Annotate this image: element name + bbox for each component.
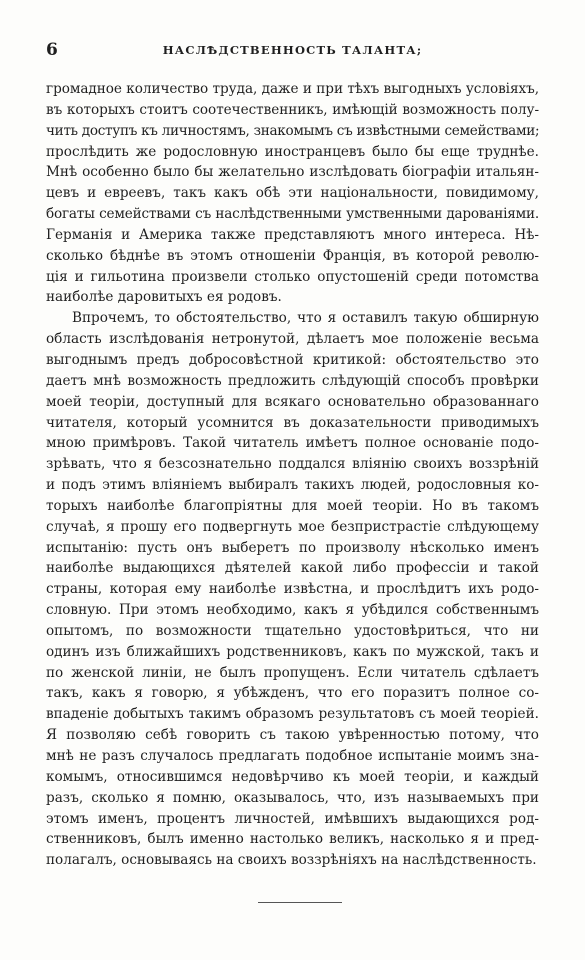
paragraph: [46, 308, 539, 871]
text-line: полагалъ, основываясь на своихъ воззрѣніяхъ на наслѣдственность.: [46, 852, 537, 869]
text-line: ственниковъ, былъ именно настолько великъ, насколько я и пред-: [46, 831, 539, 848]
paragraph: [46, 79, 539, 308]
text-line: словную. При этомъ необходимо, какъ я убѣдился собственнымъ: [46, 602, 539, 619]
text-line: Я позволяю себѣ говорить съ такою увѣренностью потому, что: [46, 727, 539, 744]
text-line: наиболѣе даровитыхъ ея родовъ.: [46, 289, 282, 306]
page-number: 6: [46, 40, 58, 60]
text-line: по женской линіи, не былъ пропущенъ. Если читатель сдѣлаетъ: [46, 664, 539, 681]
text-line: въ которыхъ стоитъ соотечественникъ, имѣющій возможность полу-: [46, 101, 539, 118]
text-line: мнѣ не разъ случалось предлагать подобное испытаніе моимъ зна-: [46, 748, 539, 764]
text-line: чить доступъ къ личностямъ, знакомымъ съ извѣстными семействами;: [46, 122, 540, 139]
text-line: одинъ изъ ближайшихъ родственниковъ, какъ по мужской, такъ и: [46, 643, 539, 660]
text-line: Германія и Америка также представляютъ много интереса. Нѣ-: [46, 226, 539, 243]
end-rule: [258, 902, 342, 903]
text-line: торыхъ наиболѣе благопріятны для моей теоріи. Но въ такомъ: [46, 497, 539, 514]
text-line: зрѣвать, что я безсознательно поддался вліянію своихъ воззрѣній: [46, 456, 539, 473]
text-line: моей теоріи, доступный для всякаго основательно образованнаго: [46, 393, 539, 410]
text-line: разъ, сколько я помню, оказывалось, что, изъ называемыхъ при: [46, 789, 539, 806]
text-line: Мнѣ особенно было бы желательно изслѣдовать біографіи итальян-: [46, 164, 539, 181]
text-line: громадное количество труда, даже и при тѣхъ выгодныхъ условіяхъ,: [46, 81, 539, 97]
text-line: и подъ этимъ вліяніемъ выбиралъ такихъ людей, родословныя ко-: [46, 477, 539, 494]
text-line: цевъ и евреевъ, такъ какъ обѣ эти національности, повидимому,: [46, 185, 539, 202]
body-text: [46, 79, 539, 871]
text-line: сколько бѣднѣе въ этомъ отношеніи Франція, въ которой револю-: [46, 247, 539, 264]
text-line: область изслѣдованія нетронутой, дѣлаетъ мое положеніе весьма: [46, 331, 539, 348]
running-head: [46, 40, 539, 62]
text-line: страны, которая ему наиболѣе извѣстна, и прослѣдитъ ихъ родо-: [46, 581, 539, 598]
text-line: опытомъ, по возможности тщательно удостовѣриться, что ни: [46, 622, 539, 639]
text-line: ція и гильотина произвели столько опустошеній среди потомства: [46, 268, 539, 285]
text-line: этомъ именъ, процентъ личностей, имѣвшихъ выдающихся род-: [46, 810, 539, 827]
text-line: Впрочемъ, то обстоятельство, что я оставилъ такую обширную: [72, 310, 539, 327]
text-line: случаѣ, я прошу его подвергнуть мое безпристрастіе слѣдующему: [46, 518, 539, 535]
text-line: даетъ мнѣ возможность предложить слѣдующій способъ провѣрки: [46, 372, 539, 389]
text-line: такъ, какъ я говорю, я убѣжденъ, что его поразитъ полное со-: [46, 685, 539, 702]
page-header-title: НАСЛѢДСТВЕННОСТЬ ТАЛАНТА;: [162, 43, 423, 57]
text-line: богаты семействами съ наслѣдственными умственными дарованіями.: [46, 206, 539, 223]
text-line: мною примѣровъ. Такой читатель имѣетъ полное основаніе подо-: [46, 435, 539, 452]
text-line: читателя, который усомнится въ доказательности приводимыхъ: [46, 414, 539, 431]
text-line: выгоднымъ предъ добросовѣстной критикой: обстоятельство это: [46, 351, 539, 368]
text-line: прослѣдить же родословную иностранцевъ было бы еще труднѣе.: [46, 143, 539, 160]
text-line: наиболѣе выдающихся дѣятелей какой либо профессіи и такой: [46, 560, 539, 577]
text-line: испытанію: пусть онъ выберетъ по произволу нѣсколько именъ: [46, 539, 539, 556]
text-line: комымъ, относившимся недовѣрчиво къ моей теоріи, и каждый: [46, 768, 539, 785]
text-line: впаденіе добытыхъ такимъ образомъ результатовъ съ моей теоріей.: [46, 706, 539, 723]
